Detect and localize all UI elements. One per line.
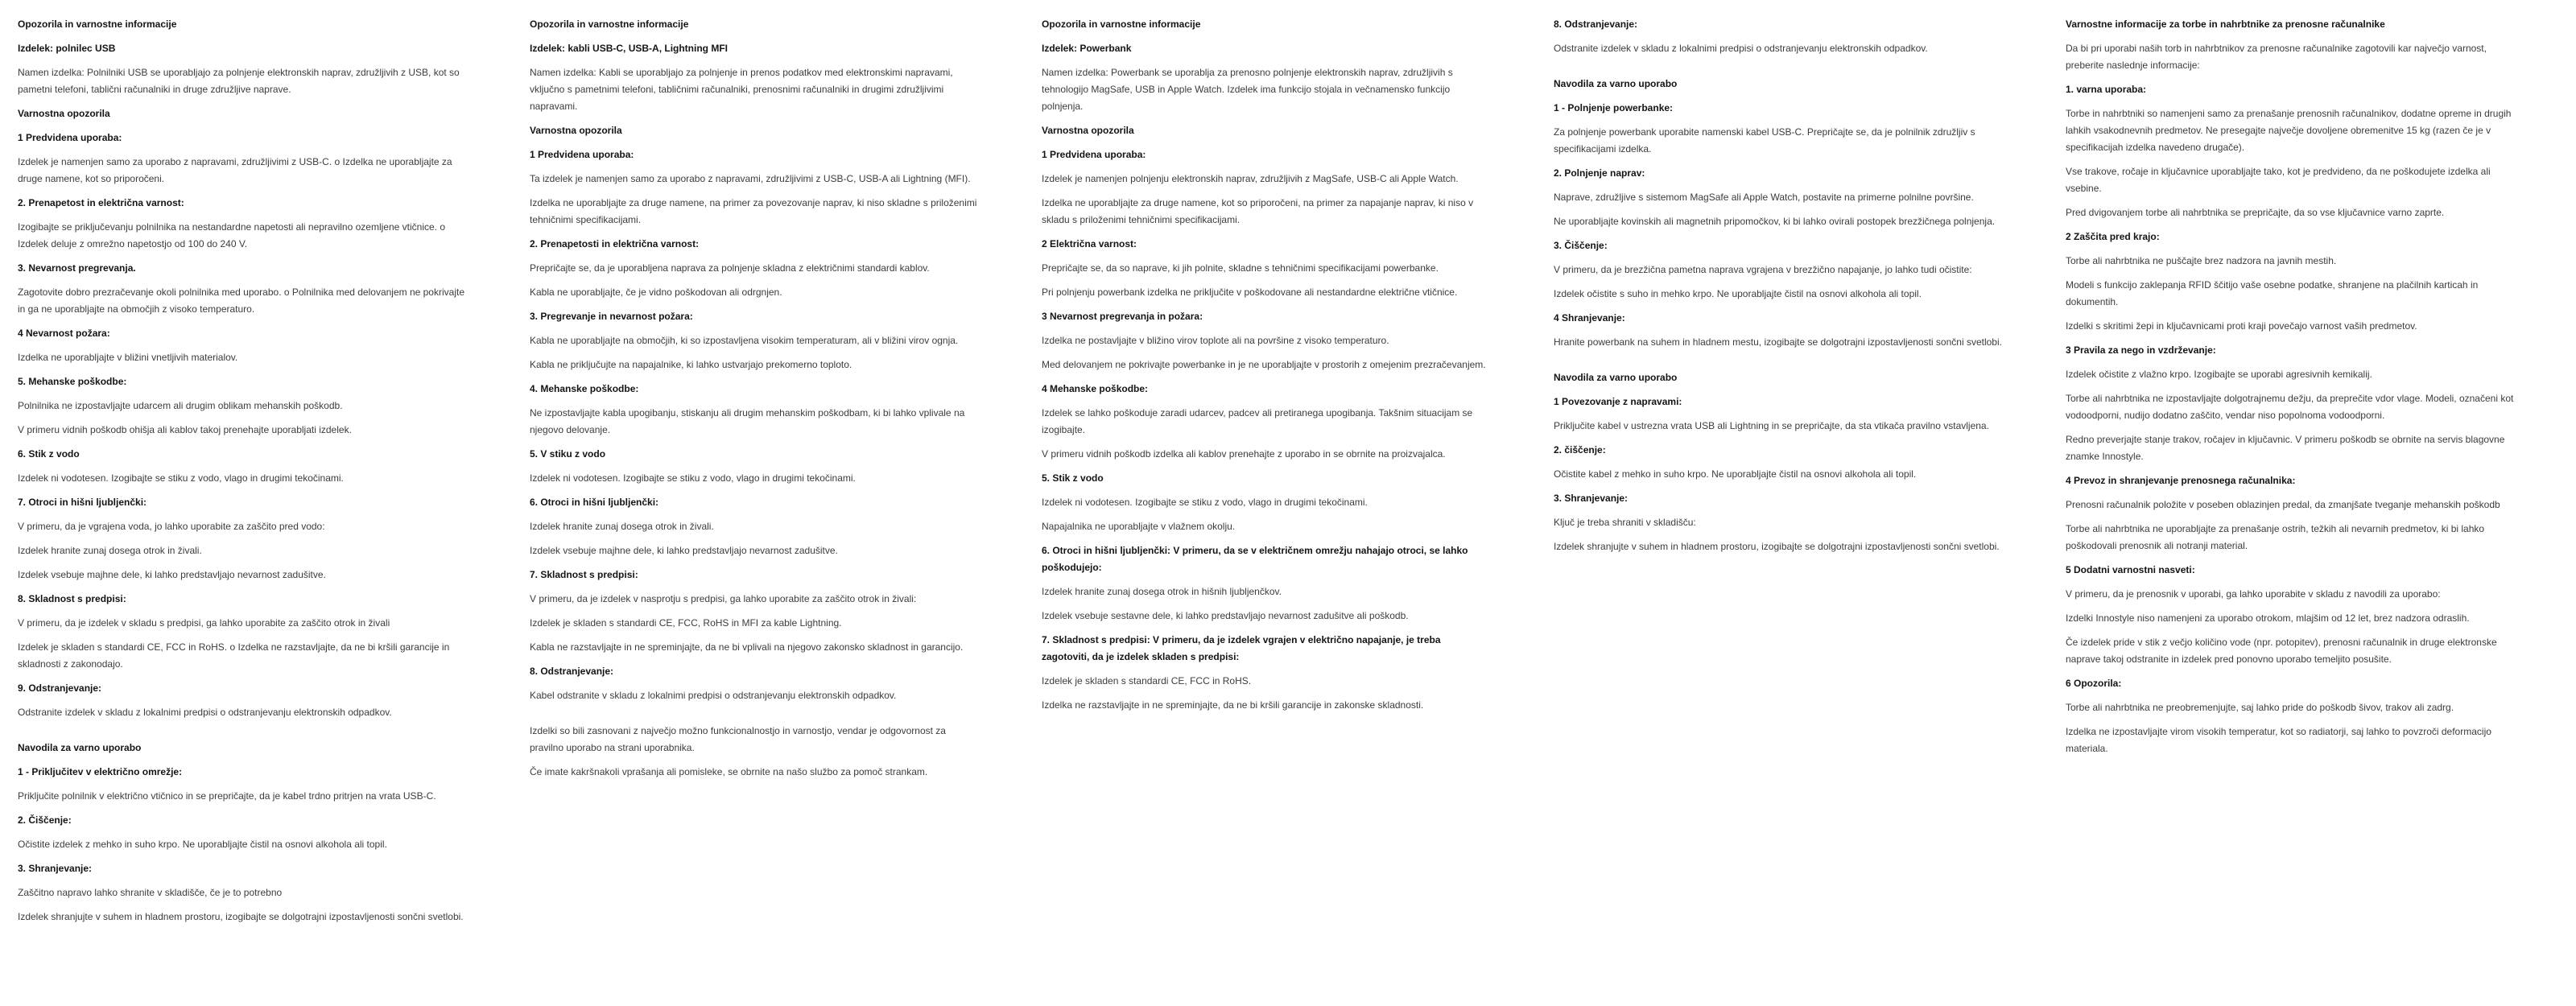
section-heading: 4 Nevarnost požara: [18, 328, 110, 339]
paragraph: Ne izpostavljajte kabla upogibanju, stiskanju ali drugim mehanskim poškodbam, ki bi lahko vplivale na njegovo delovanje. [530, 407, 965, 435]
paragraph: Napajalnika ne uporabljajte v vlažnem okolju. [1042, 521, 1236, 532]
paragraph: Zaščitno napravo lahko shranite v skladišče, če je to potrebno [18, 887, 283, 898]
column-laptop-bags [2066, 16, 2515, 765]
section-heading: 1 - Priključitev v električno omrežje: [18, 766, 183, 777]
paragraph: Izdelek ni vodotesen. Izogibajte se stiku z vodo, vlago in drugimi tekočinami. [18, 472, 344, 484]
paragraph: Izdelki Innostyle niso namenjeni za uporabo otrokom, mlajšim od 12 let, brez nadzora odraslih. [2066, 612, 2470, 624]
paragraph: Med delovanjem ne pokrivajte powerbanke in je ne uporabljajte v prostorih z omejenim prezračevanjem. [1042, 359, 1486, 370]
section-spacer [1554, 64, 2003, 76]
section-heading: 6. Stik z vodo [18, 448, 80, 460]
column-powerbank [1042, 16, 1491, 721]
paragraph: Če izdelek pride v stik z večjo količino vode (npr. potopitev), prenosni računalnik in druge elektronske naprave takoj odstranite in izdelek pred ponovno uporabo temeljito posušite. [2066, 637, 2497, 665]
paragraph: Izdelek očistite s suho in mehko krpo. Ne uporabljajte čistil na osnovi alkohola ali topil. [1554, 288, 1922, 299]
paragraph: Polnilnika ne izpostavljajte udarcem ali drugim oblikam mehanskih poškodb. [18, 400, 343, 411]
section-heading: 5. Mehanske poškodbe: [18, 376, 127, 387]
section-heading: Varnostna opozorila [1042, 125, 1134, 136]
paragraph: Da bi pri uporabi naših torb in nahrbtnikov za prenosne računalnike zagotovili kar največjo varnost, preberite naslednje informacije: [2066, 43, 2487, 71]
section-heading: Varnostne informacije za torbe in nahrbtnike za prenosne računalnike [2066, 19, 2385, 30]
paragraph: V primeru, da je izdelek v skladu s predpisi, ga lahko uporabite za zaščito otrok in živali [18, 617, 390, 629]
paragraph: V primeru, da je prenosnik v uporabi, ga lahko uporabite v skladu z navodili za uporabo: [2066, 588, 2441, 600]
paragraph: V primeru vidnih poškodb ohišja ali kablov takoj prenehajte uporabljati izdelek. [18, 424, 352, 435]
section-heading: Navodila za varno uporabo [1554, 78, 1678, 89]
paragraph: Izdelek vsebuje majhne dele, ki lahko predstavljajo nevarnost zadušitve. [530, 545, 838, 556]
paragraph: V primeru, da je vgrajena voda, jo lahko uporabite za zaščito pred vodo: [18, 521, 325, 532]
paragraph: Izdelek ni vodotesen. Izogibajte se stiku z vodo, vlago in drugimi tekočinami. [530, 472, 856, 484]
paragraph: Prepričajte se, da je uporabljena naprava za polnjenje skladna z električnimi standardi kablov. [530, 262, 930, 274]
paragraph: V primeru vidnih poškodb izdelka ali kablov prenehajte z uporabo in se obrnite na proizvajalca. [1042, 448, 1446, 460]
paragraph: Vse trakove, ročaje in ključavnice uporabljajte tako, kot je predvideno, da ne poškodujete izdelka ali vsebine. [2066, 166, 2491, 194]
section-heading: 3. Shranjevanje: [18, 863, 93, 874]
section-heading: Opozorila in varnostne informacije [530, 19, 689, 30]
section-heading: 4. Mehanske poškodbe: [530, 383, 639, 394]
paragraph: Izdelek se lahko poškoduje zaradi udarcev, padcev ali pretiranega upogibanja. Takšnim situacijam se izogibajte. [1042, 407, 1473, 435]
section-heading: 2 Električna varnost: [1042, 238, 1137, 249]
paragraph: Prenosni računalnik položite v poseben oblazinjen predal, da zmanjšate tveganje mehanskih poškodb [2066, 499, 2500, 510]
paragraph: Izogibajte se priključevanju polnilnika na nestandardne napetosti ali nepravilno ozemljene vtičnice. o Izdelek deluje z omrežno napetostjo od 100 do 240 V. [18, 221, 445, 249]
section-heading: 8. Odstranjevanje: [530, 666, 614, 677]
paragraph: Izdelka ne izpostavljajte virom visokih temperatur, kot so radiatorji, saj lahko to povzroči deformacijo materiala. [2066, 726, 2491, 754]
paragraph: V primeru, da je izdelek v nasprotju s predpisi, ga lahko uporabite za zaščito otrok in živali: [530, 593, 917, 604]
section-heading: 3. Nevarnost pregrevanja. [18, 262, 136, 274]
paragraph: V primeru, da je brezžična pametna naprava vgrajena v brezžično napajanje, jo lahko tudi očistite: [1554, 264, 1972, 275]
section-heading: Izdelek: Powerbank [1042, 43, 1132, 54]
paragraph: Izdelki s skritimi žepi in ključavnicami proti kraji povečajo varnost vaših predmetov. [2066, 320, 2417, 332]
paragraph: Modeli s funkcijo zaklepanja RFID ščitijo vaše osebne podatke, shranjene na plačilnih karticah in dokumentih. [2066, 279, 2479, 307]
section-heading: 4 Mehanske poškodbe: [1042, 383, 1149, 394]
columns-container [18, 16, 2576, 933]
paragraph: Priključite polnilnik v električno vtičnico in se prepričajte, da je kabel trdno pritrjen na vrata USB-C. [18, 790, 436, 802]
section-heading: 1 - Polnjenje powerbanke: [1554, 102, 1674, 113]
paragraph: Torbe ali nahrbtnika ne uporabljajte za prenašanje ostrih, težkih ali nevarnih predmetov, ki bi lahko poškodovali prenosnik ali notranji material. [2066, 523, 2485, 551]
paragraph: Izdelek hranite zunaj dosega otrok in hišnih ljubljenčkov. [1042, 586, 1282, 597]
paragraph: Kabla ne uporabljajte, če je vidno poškodovan ali odrgnjen. [530, 287, 782, 298]
section-heading: Varnostna opozorila [530, 125, 622, 136]
section-heading: 1 Povezovanje z napravami: [1554, 396, 1682, 407]
section-heading: 9. Odstranjevanje: [18, 682, 102, 694]
paragraph: Izdelek shranjujte v suhem in hladnem prostoru, izogibajte se dolgotrajni izpostavljenosti sončni svetlobi. [18, 911, 464, 922]
section-heading: 8. Odstranjevanje: [1554, 19, 1638, 30]
column-cables [530, 16, 979, 788]
section-heading: 7. Skladnost s predpisi: [530, 569, 638, 580]
paragraph: Ta izdelek je namenjen samo za uporabo z napravami, združljivimi z USB-C, USB-A ali Lightning (MFI). [530, 173, 971, 184]
paragraph: Izdelek je namenjen samo za uporabo z napravami, združljivimi z USB-C. o Izdelka ne uporabljajte za druge namene, kot so priporočeni. [18, 156, 452, 184]
paragraph: Izdelek je skladen s standardi CE, FCC, RoHS in MFI za kable Lightning. [530, 617, 842, 629]
section-heading: 1. varna uporaba: [2066, 84, 2147, 95]
paragraph: Odstranite izdelek v skladu z lokalnimi predpisi o odstranjevanju elektronskih odpadkov. [18, 707, 392, 718]
paragraph: Namen izdelka: Kabli se uporabljajo za polnjenje in prenos podatkov med elektronskimi napravami, vključno s pametnimi telefoni, tabličnimi računalniki, prenosnimi računalniki in drugimi združljivimi napravami. [530, 67, 953, 112]
section-heading: 7. Skladnost s predpisi: V primeru, da je izdelek vgrajen v električno napajanje, je treba zagotoviti, da je izdelek skladen s predpisi: [1042, 634, 1441, 662]
paragraph: Redno preverjajte stanje trakov, ročajev in ključavnic. V primeru poškodb se obrnite na servis blagovne znamke Innostyle. [2066, 434, 2505, 462]
section-heading: 5. V stiku z vodo [530, 448, 606, 460]
paragraph: Naprave, združljive s sistemom MagSafe ali Apple Watch, postavite na primerne polnilne površine. [1554, 192, 1974, 203]
section-heading: Varnostna opozorila [18, 108, 110, 119]
section-heading: Izdelek: kabli USB-C, USB-A, Lightning MFI [530, 43, 728, 54]
paragraph: Izdelek je namenjen polnjenju elektronskih naprav, združljivih z MagSafe, USB-C ali Apple Watch. [1042, 173, 1459, 184]
paragraph: Namen izdelka: Polnilniki USB se uporabljajo za polnjenje elektronskih naprav, združljivih z USB, kot so pametni telefoni, tablični računalniki in druge združljive naprave. [18, 67, 460, 95]
section-heading: Navodila za varno uporabo [1554, 372, 1678, 383]
paragraph: Priključite kabel v ustrezna vrata USB ali Lightning in se prepričajte, da sta vtikača pravilno vstavljena. [1554, 420, 1989, 431]
section-spacer [18, 728, 467, 740]
section-heading: 5 Dodatni varnostni nasveti: [2066, 564, 2195, 575]
paragraph: Kabla ne razstavljajte in ne spreminjajte, da ne bi vplivali na njegovo zakonsko skladnost in garancijo. [530, 641, 964, 653]
paragraph: Torbe ali nahrbtnika ne izpostavljajte dolgotrajnemu dežju, da preprečite vdor vlage. Modeli, označeni kot vodoodporni, nudijo dodatno zaščito, vendar niso popolnoma vodoodporni. [2066, 393, 2514, 421]
paragraph: Izdelek vsebuje sestavne dele, ki lahko predstavljajo nevarnost zadušitve ali poškodb. [1042, 610, 1409, 621]
section-heading: 4 Prevoz in shranjevanje prenosnega računalnika: [2066, 475, 2296, 486]
paragraph: Očistite izdelek z mehko in suho krpo. Ne uporabljajte čistil na osnovi alkohola ali topil. [18, 839, 387, 850]
paragraph: Kabel odstranite v skladu z lokalnimi predpisi o odstranjevanju elektronskih odpadkov. [530, 690, 897, 701]
paragraph: Če imate kakršnakoli vprašanja ali pomisleke, se obrnite na našo službo za pomoč strankam. [530, 766, 928, 777]
paragraph: Namen izdelka: Powerbank se uporablja za prenosno polnjenje elektronskih naprav, združljivih s tehnologijo MagSafe, USB in Apple Watch. Izdelek ima funkcijo stojala in večnamensko funkcijo polnjenja. [1042, 67, 1453, 112]
paragraph: Za polnjenje powerbank uporabite namenski kabel USB-C. Prepričajte se, da je polnilnik združljiv s specifikacijami izdelka. [1554, 126, 1975, 155]
paragraph: Izdelka ne uporabljajte za druge namene, kot so priporočeni, na primer za napajanje naprav, ki niso v skladu s priloženimi tehničnimi specifikacijami. [1042, 197, 1474, 225]
paragraph: Zagotovite dobro prezračevanje okoli polnilnika med uporabo. o Polnilnika med delovanjem ne pokrivajte in ga ne uporabljajte na območjih z visoko temperaturo. [18, 287, 464, 315]
paragraph: Izdelka ne uporabljajte v bližini vnetljivih materialov. [18, 352, 238, 363]
paragraph: Pred dvigovanjem torbe ali nahrbtnika se prepričajte, da so vse ključavnice varno zaprte. [2066, 207, 2445, 218]
paragraph: Očistite kabel z mehko in suho krpo. Ne uporabljajte čistil na osnovi alkohola ali topil. [1554, 468, 1917, 480]
paragraph: Torbe in nahrbtniki so namenjeni samo za prenašanje prenosnih računalnikov, dodatne opreme in drugih lahkih vsakodnevnih predmetov. Ne presegajte največje dovoljene obremenitve 15 kg (razen če je v specifikacijah izdelka navedeno drugače). [2066, 108, 2512, 153]
section-heading: 3 Nevarnost pregrevanja in požara: [1042, 311, 1203, 322]
section-heading: 2. čiščenje: [1554, 444, 1606, 456]
paragraph: Izdelka ne uporabljajte za druge namene, na primer za povezovanje naprav, ki niso skladne s priloženimi tehničnimi specifikacijami. [530, 197, 977, 225]
column-usb-charger [18, 16, 467, 933]
section-heading: 6. Otroci in hišni ljubljenčki: V primeru, da se v električnem omrežju nahajajo otroci, se lahko poškodujejo: [1042, 545, 1468, 573]
section-heading: 5. Stik z vodo [1042, 472, 1104, 484]
paragraph: Izdelka ne postavljajte v bližino virov toplote ali na površine z visoko temperaturo. [1042, 335, 1389, 346]
section-heading: 2. Prenapetost in električna varnost: [18, 197, 184, 208]
paragraph: Izdelek je skladen s standardi CE, FCC in RoHS. o Izdelka ne razstavljajte, da ne bi kršili garancije in skladnosti z zakonodajo. [18, 641, 450, 670]
paragraph: Ključ je treba shraniti v skladišču: [1554, 517, 1696, 528]
section-heading: 4 Shranjevanje: [1554, 312, 1625, 324]
section-heading: 2. Polnjenje naprav: [1554, 167, 1645, 179]
section-spacer [1554, 358, 2003, 369]
section-heading: 7. Otroci in hišni ljubljenčki: [18, 497, 147, 508]
section-heading: Opozorila in varnostne informacije [1042, 19, 1201, 30]
section-heading: 2 Zaščita pred krajo: [2066, 231, 2160, 242]
paragraph: Ne uporabljajte kovinskih ali magnetnih pripomočkov, ki bi lahko ovirali postopek brezžičnega polnjenja. [1554, 216, 1996, 227]
paragraph: Torbe ali nahrbtnika ne preobremenjujte, saj lahko pride do poškodb šivov, trakov ali zadrg. [2066, 702, 2454, 713]
section-heading: 6. Otroci in hišni ljubljenčki: [530, 497, 659, 508]
paragraph: Izdelek shranjujte v suhem in hladnem prostoru, izogibajte se dolgotrajni izpostavljenosti sončni svetlobi. [1554, 541, 2000, 552]
paragraph: Torbe ali nahrbtnika ne puščajte brez nadzora na javnih mestih. [2066, 255, 2337, 266]
section-heading: 1 Predvidena uporaba: [18, 132, 122, 143]
section-heading: 8. Skladnost s predpisi: [18, 593, 126, 604]
section-heading: 3. Shranjevanje: [1554, 493, 1629, 504]
paragraph: Izdelek ni vodotesen. Izogibajte se stiku z vodo, vlago in drugimi tekočinami. [1042, 497, 1368, 508]
section-heading: 1 Predvidena uporaba: [530, 149, 634, 160]
section-heading: 3. Čiščenje: [1554, 240, 1608, 251]
paragraph: Izdelek vsebuje majhne dele, ki lahko predstavljajo nevarnost zadušitve. [18, 569, 326, 580]
paragraph: Izdelka ne razstavljajte in ne spreminjajte, da ne bi kršili garancije in zakonske skladnosti. [1042, 699, 1424, 711]
paragraph: Izdelki so bili zasnovani z največjo možno funkcionalnostjo in varnostjo, vendar je odgovornost za pravilno uporabo na strani uporabnika. [530, 725, 946, 753]
section-heading: 2. Čiščenje: [18, 814, 72, 826]
section-heading: 6 Opozorila: [2066, 678, 2122, 689]
paragraph: Izdelek je skladen s standardi CE, FCC in RoHS. [1042, 675, 1252, 686]
section-heading: Navodila za varno uporabo [18, 742, 142, 753]
paragraph: Odstranite izdelek v skladu z lokalnimi predpisi o odstranjevanju elektronskih odpadkov. [1554, 43, 1928, 54]
column-powerbank-continued [1554, 16, 2003, 563]
paragraph: Prepričajte se, da so naprave, ki jih polnite, skladne s tehničnimi specifikacijami powerbanke. [1042, 262, 1439, 274]
section-heading: 1 Predvidena uporaba: [1042, 149, 1146, 160]
section-heading: Izdelek: polnilec USB [18, 43, 116, 54]
paragraph: Izdelek hranite zunaj dosega otrok in živali. [18, 545, 202, 556]
paragraph: Izdelek očistite z vlažno krpo. Izogibajte se uporabi agresivnih kemikalij. [2066, 369, 2372, 380]
paragraph: Kabla ne uporabljajte na območjih, ki so izpostavljena visokim temperaturam, ali v bližini virov ognja. [530, 335, 959, 346]
section-heading: 3. Pregrevanje in nevarnost požara: [530, 311, 693, 322]
paragraph: Kabla ne priključujte na napajalnike, ki lahko ustvarjajo prekomerno toploto. [530, 359, 852, 370]
section-spacer [530, 711, 979, 723]
paragraph: Pri polnjenju powerbank izdelka ne priključite v poškodovane ali nestandardne električne vtičnice. [1042, 287, 1458, 298]
section-heading: 2. Prenapetosti in električna varnost: [530, 238, 700, 249]
paragraph: Izdelek hranite zunaj dosega otrok in živali. [530, 521, 714, 532]
paragraph: Hranite powerbank na suhem in hladnem mestu, izogibajte se dolgotrajni izpostavljenosti sončni svetlobi. [1554, 336, 2002, 348]
section-heading: 3 Pravila za nego in vzdrževanje: [2066, 344, 2216, 356]
section-heading: Opozorila in varnostne informacije [18, 19, 177, 30]
